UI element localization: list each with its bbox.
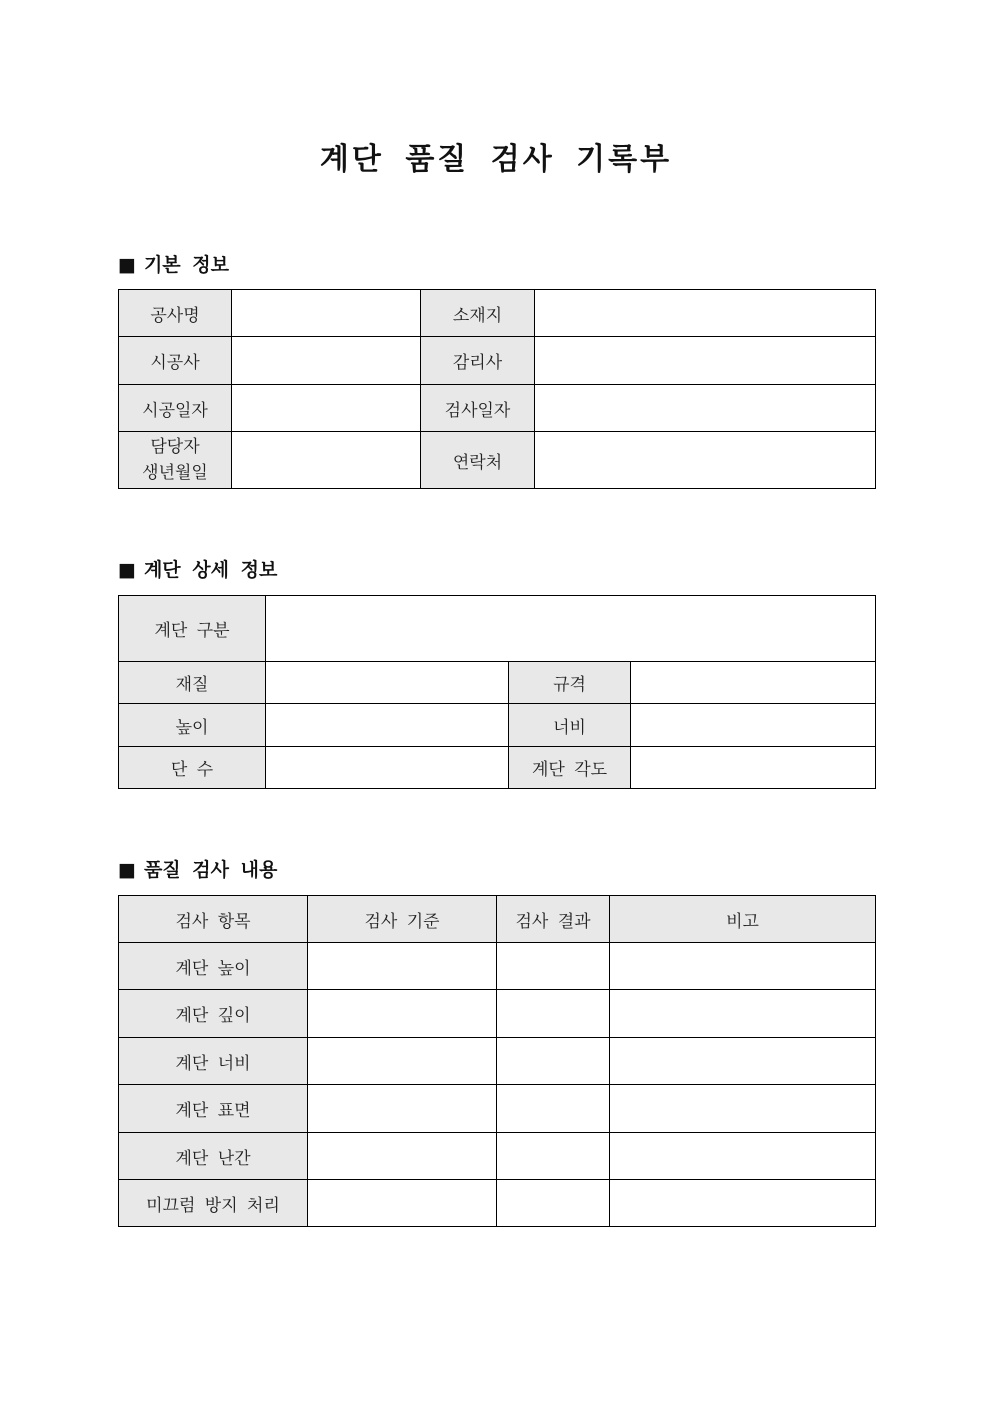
table-row <box>119 943 876 990</box>
manager-birthdate-field[interactable] <box>232 432 421 489</box>
remarks-cell[interactable] <box>610 943 876 990</box>
inspection-date-field[interactable] <box>535 385 876 432</box>
label-construction-date: 시공일자 <box>119 385 232 432</box>
label-contact: 연락처 <box>421 432 535 489</box>
label-height: 높이 <box>119 704 266 747</box>
section-heading-detail <box>118 558 277 582</box>
label-angle: 계단 각도 <box>509 747 631 789</box>
table-row <box>119 747 876 789</box>
item-label: 계단 높이 <box>119 943 308 990</box>
table-row <box>119 337 876 385</box>
column-header-item: 검사 항목 <box>119 896 308 943</box>
steps-field[interactable] <box>266 747 509 789</box>
result-cell[interactable] <box>497 1085 610 1133</box>
project-name-field[interactable] <box>232 290 421 337</box>
item-label: 미끄럼 방지 처리 <box>119 1180 308 1227</box>
result-cell[interactable] <box>497 943 610 990</box>
standard-cell[interactable] <box>308 943 497 990</box>
section-heading-detail-label: 계단 상세 정보 <box>143 559 278 581</box>
square-bullet-icon: ■ <box>118 254 136 276</box>
column-header-standard: 검사 기준 <box>308 896 497 943</box>
label-manager-line1: 담당자 <box>150 437 200 457</box>
result-cell[interactable] <box>497 1038 610 1085</box>
section-heading-basic-label: 기본 정보 <box>143 254 229 276</box>
supervisor-field[interactable] <box>535 337 876 385</box>
label-manager-line2: 생년월일 <box>142 463 208 483</box>
label-steps: 단 수 <box>119 747 266 789</box>
label-stair-type: 계단 구분 <box>119 596 266 662</box>
table-row <box>119 1038 876 1085</box>
standard-cell[interactable] <box>308 1133 497 1180</box>
result-cell[interactable] <box>497 990 610 1038</box>
basic-info-table <box>118 289 876 489</box>
table-row <box>119 662 876 704</box>
location-field[interactable] <box>535 290 876 337</box>
standard-cell[interactable] <box>308 1180 497 1227</box>
square-bullet-icon: ■ <box>118 859 136 881</box>
remarks-cell[interactable] <box>610 990 876 1038</box>
column-header-result: 검사 결과 <box>497 896 610 943</box>
result-cell[interactable] <box>497 1180 610 1227</box>
column-header-remarks: 비고 <box>610 896 876 943</box>
remarks-cell[interactable] <box>610 1085 876 1133</box>
spec-field[interactable] <box>631 662 876 704</box>
label-supervisor: 감리사 <box>421 337 535 385</box>
section-heading-inspection-label: 품질 검사 내용 <box>143 859 278 881</box>
table-row <box>119 704 876 747</box>
height-field[interactable] <box>266 704 509 747</box>
item-label: 계단 난간 <box>119 1133 308 1180</box>
label-spec: 규격 <box>509 662 631 704</box>
label-inspection-date: 검사일자 <box>421 385 535 432</box>
inspection-table <box>118 895 876 1227</box>
remarks-cell[interactable] <box>610 1038 876 1085</box>
table-row <box>119 432 876 489</box>
label-location: 소재지 <box>421 290 535 337</box>
table-row <box>119 385 876 432</box>
table-header-row <box>119 896 876 943</box>
square-bullet-icon: ■ <box>118 559 136 581</box>
label-contractor: 시공사 <box>119 337 232 385</box>
label-manager-birthdate <box>119 432 232 489</box>
angle-field[interactable] <box>631 747 876 789</box>
table-row <box>119 596 876 662</box>
label-material: 재질 <box>119 662 266 704</box>
section-heading-inspection <box>118 858 277 882</box>
table-row <box>119 1133 876 1180</box>
label-width: 너비 <box>509 704 631 747</box>
contact-field[interactable] <box>535 432 876 489</box>
item-label: 계단 깊이 <box>119 990 308 1038</box>
standard-cell[interactable] <box>308 1085 497 1133</box>
standard-cell[interactable] <box>308 1038 497 1085</box>
table-row <box>119 290 876 337</box>
contractor-field[interactable] <box>232 337 421 385</box>
section-heading-basic <box>118 253 229 277</box>
table-row <box>119 1180 876 1227</box>
table-row <box>119 990 876 1038</box>
width-field[interactable] <box>631 704 876 747</box>
item-label: 계단 너비 <box>119 1038 308 1085</box>
result-cell[interactable] <box>497 1133 610 1180</box>
remarks-cell[interactable] <box>610 1180 876 1227</box>
material-field[interactable] <box>266 662 509 704</box>
stair-detail-table <box>118 595 876 789</box>
label-project-name: 공사명 <box>119 290 232 337</box>
table-row <box>119 1085 876 1133</box>
remarks-cell[interactable] <box>610 1133 876 1180</box>
standard-cell[interactable] <box>308 990 497 1038</box>
document-title: 계단 품질 검사 기록부 <box>319 142 673 177</box>
construction-date-field[interactable] <box>232 385 421 432</box>
item-label: 계단 표면 <box>119 1085 308 1133</box>
stair-type-field[interactable] <box>266 596 876 662</box>
